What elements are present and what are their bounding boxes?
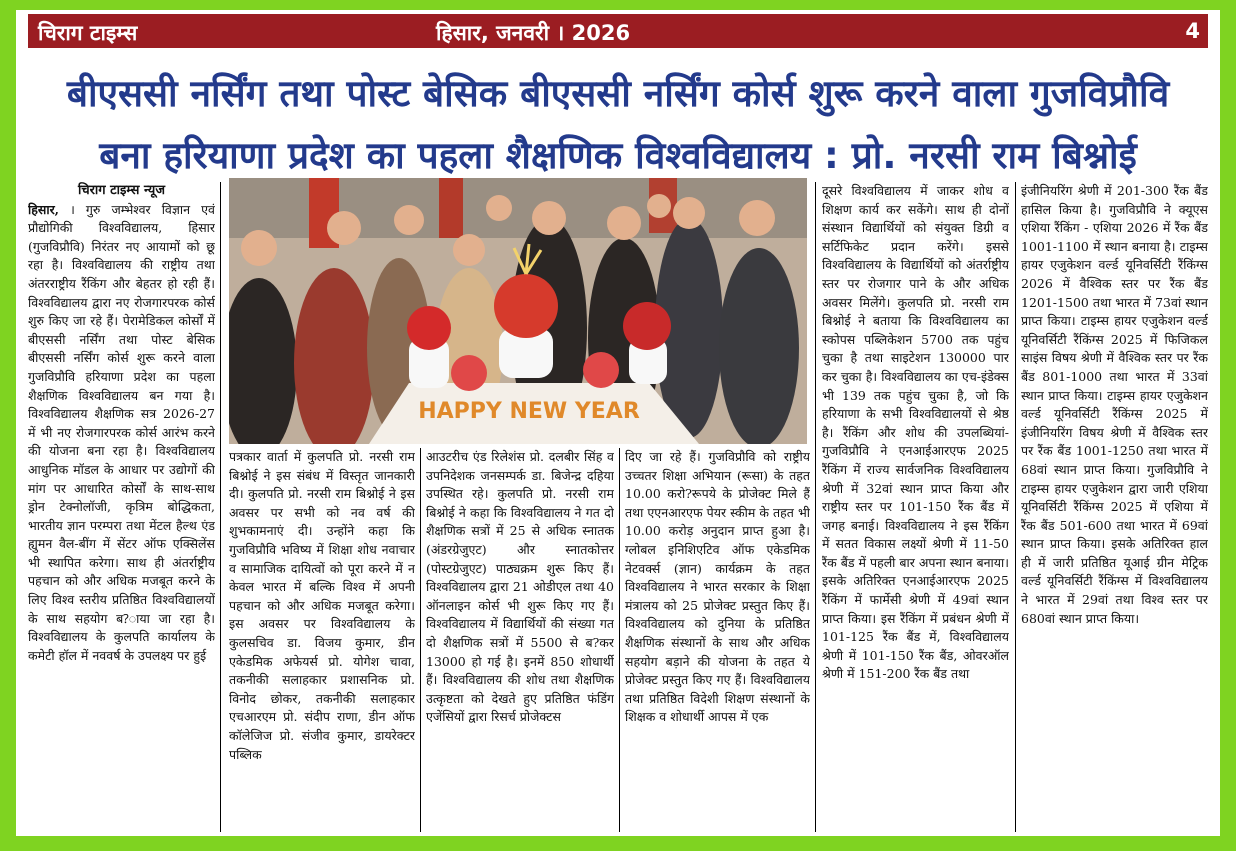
column-divider	[815, 182, 816, 832]
column-divider	[420, 448, 421, 832]
article-column-6	[1021, 182, 1208, 832]
column-4-text: दिए जा रहे हैं। गुजविप्रौवि को राष्ट्रीय उच्चतर शिक्षा अभियान (रूसा) के तहत 10.00 करो?रूपये के प्रोजेक्ट मिले हैं तथा एएनआरएफ पेयर स्कीम के तहत भी 10.00 करोड़ अनुदान प्राप्त हुआ है। ग्लोबल इनिशिएटिव ऑफ एकेडमिक नेटवर्क्स (ज्ञान) कार्यक्रम के तहत विश्वविद्यालय ने भारत सरकार के शिक्षा मंत्रालय को 25 प्रोजेक्ट प्रस्तुत किए हैं। विश्वविद्यालय को दुनिया के प्रतिष्ठित शैक्षणिक संस्थानों के साथ और अधिक सहयोग बड़ाने की योजना के तहत ये प्रोजेक्ट प्रस्तुत किए गए हैं। विश्वविद्यालय तथा प्रतिष्ठित विदेशी शिक्षण संस्थानों के शिक्षक व शोधार्थी आपस में एक	[625, 449, 810, 725]
cake-text: HAPPY NEW YEAR	[418, 399, 640, 424]
news-photo	[229, 178, 807, 444]
column-divider	[619, 448, 620, 832]
article-column-5	[822, 182, 1009, 832]
masthead	[28, 14, 1208, 48]
byline: चिराग टाइम्स न्यूज	[77, 183, 165, 198]
dateline: हिसार,	[28, 201, 60, 217]
article-column-1	[28, 182, 215, 832]
column-divider	[1015, 182, 1016, 832]
newspaper-page	[16, 10, 1220, 836]
headline-line-1: बीएससी नर्सिंग तथा पोस्ट बेसिक बीएससी नर्सिंग कोर्स शुरू करने वाला गुजविप्रौवि	[66, 72, 1170, 115]
column-2-text: पत्रकार वार्ता में कुलपति प्रो. नरसी राम बिश्नोई ने इस संबंध में विस्तृत जानकारी दी। कुलपति प्रो. नरसी राम बिश्नोई ने इस अवसर पर सभी को नव वर्ष की शुभकामनाएं दी। उन्होंने कहा कि गुजविप्रौवि भविष्य में शिक्षा शोध नवाचार व सामाजिक दायित्वों को पूरा करने में न केवल भारत में बल्कि विश्व में अपनी पहचान को और अधिक मजबूत करेगा। इस अवसर पर विश्वविद्यालय के कुलसचिव डा. विजय कुमार, डीन एकेडमिक अफेयर्स प्रो. योगेश चावा, तकनीकी सलाहकार प्रशासनिक प्रो. विनोद छोकर, तकनीकी सलाहकार एचआरएम प्रो. संदीप राणा, डीन ऑफ कॉलेजिज प्रो. संजीव कुमार, डायरेक्टर पब्लिक	[229, 449, 415, 762]
column-5-text: दूसरे विश्वविद्यालय में जाकर शोध व शिक्षण कार्य कर सकेंगे। साथ ही दोनों संस्थान विद्यार्थियों को संयुक्त डिग्री व सर्टिफिकेट प्रदान करेंगे। इससे विश्वविद्यालय के विद्यार्थियों को अंतर्राष्ट्रीय स्तर पर रोजगार पाने के और अधिक अवसर मिलेंगे। कुलपति प्रो. नरसी राम बिश्नोई ने बताया कि विश्वविद्यालय का स्कोपस पब्लिकेशन 5700 तक पहुंच चुका है तथा साइटेशन 130000 पार कर चुका है। विश्वविद्यालय का एच-इंडेक्स भी 139 तक पहुंच चुका है, जो कि हरियाणा के सभी विश्वविद्यालयों से श्रेष्ठ है। रैंकिंग और शोध की उपलब्धियां- गुजविप्रौवि ने एनआईआरएफ 2025 रैंकिंग में राज्य सार्वजनिक विश्वविद्यालय श्रेणी में 32वां स्थान प्राप्त किया और राष्ट्रीय स्तर पर 101-150 रैंक बैंड में जगह बनाई। विश्वविद्यालय ने इस रैंकिंग में सतत विकास लक्ष्यों श्रेणी में 11-50 रैंक बैंड में पहली बार अपना स्थान बनाया। इसके अतिरिक्त एनआईआरएफ 2025 रैंकिंग में फार्मेसी श्रेणी में 49वां स्थान प्राप्त किया। इस रैंकिंग में प्रबंधन श्रेणी में 101-125 रैंक बैंड में, विश्वविद्यालय श्रेणी में 101-150 रैंक बैंड, ओवरऑल श्रेणी में 151-200 रैंक बैंड तथा	[822, 183, 1009, 682]
article-column-4	[625, 448, 810, 832]
column-6-text: इंजीनियरिंग श्रेणी में 201-300 रैंक बैंड हासिल किया है। गुजविप्रौवि ने क्यूएस एशिया रैंकिंग - एशिया 2026 में रैंक बैंड 1001-1100 में स्थान बनाया है। टाइम्स हायर एजुकेशन वर्ल्ड यूनिवर्सिटी रैंकिंग्स 2026 में वैश्विक स्तर पर रैंक बैंड 1201-1500 तथा भारत में 73वां स्थान प्राप्त किया। टाइम्स हायर एजुकेशन वर्ल्ड यूनिवर्सिटी रैंकिंग्स 2025 में फिजिकल साइंस विषय श्रेणी में वैश्विक स्तर पर रैंक बैंड 801-1000 तथा भारत में 33वां स्थान प्राप्त किया। टाइम्स हायर एजुकेशन वर्ल्ड यूनिवर्सिटी रैंकिंग्स 2025 में इंजीनियरिंग विषय श्रेणी में वैश्विक स्तर पर रैंक बैंड 1001-1250 तथा भारत में 68वां स्थान प्राप्त किया। गुजविप्रौवि ने टाइम्स हायर एजुकेशन द्वारा जारी एशिया यूनिवर्सिटी रैंकिंग्स 2025 में एशिया में रैंक बैंड 501-600 तथा भारत में 69वां स्थान प्राप्त किया। इसके अतिरिक्त हाल ही में जारी प्रतिष्ठित यूआई ग्रीन मेट्रिक वर्ल्ड यूनिवर्सिटी रैंकिंग्स में विश्वविद्यालय ने भारत में 29वां तथा विश्व स्तर पर 680वां स्थान प्राप्त किया।	[1021, 183, 1208, 626]
headline-line-2: बना हरियाणा प्रदेश का पहला शैक्षणिक विश्वविद्यालय : प्रो. नरसी राम बिश्नोई	[99, 134, 1137, 177]
article-column-3	[426, 448, 614, 832]
article-column-2	[229, 448, 415, 832]
group-photo-illustration	[229, 178, 807, 444]
column-divider	[220, 182, 221, 832]
column-3-text: आउटरीच एंड रिलेशंस प्रो. दलबीर सिंह व उपनिदेशक जनसम्पर्क डा. बिजेन्द्र दहिया उपस्थित रहे। कुलपति प्रो. नरसी राम बिश्नोई ने कहा कि विश्वविद्यालय ने गत दो शैक्षणिक सत्रों में 25 से अधिक स्नातक (अंडरग्रेजुएट) और स्नातकोत्तर (पोस्टग्रेजुएट) पाठ्यक्रम शुरू किए हैं। विश्वविद्यालय द्वारा 21 ओडीएल तथा 40 ऑनलाइन कोर्स भी शुरू किए गए हैं। विश्वविद्यालय में विद्यार्थियों की संख्या गत दो शैक्षणिक सत्रों में 5500 से ब?कर 13000 हो गई है। इनमें 850 शोधार्थी हैं। विश्वविद्यालय की शोध तथा शैक्षणिक उत्कृष्टता को देखते हुए प्रतिष्ठित फंडिंग एजेंसियों द्वारा रिसर्च प्रोजेक्टस	[426, 449, 614, 725]
paper-name: चिराग टाइम्स	[38, 21, 138, 45]
page-number: 4	[1185, 19, 1200, 43]
column-1-text: । गुरु जम्भेश्वर विज्ञान एवं प्रौद्योगिकी विश्वविद्यालय, हिसार (गुजविप्रौवि) निरंतर नए आयामों को छू रहा है। विश्वविद्यालय की राष्ट्रीय तथा अंतरराष्ट्रीय रैंकिंग और बेहतर हो रही हैं। विश्वविद्यालय द्वारा नए रोजगारपरक कोर्स शुरु किए जा रहे हैं। पेरामेडिकल कोर्सों में बीएससी नर्सिंग तथा पोस्ट बेसिक बीएससी नर्सिंग कोर्स शुरू करने वाला गुजविप्रौवि हरियाणा प्रदेश का पहला शैक्षणिक विश्वविद्यालय बन गया है। विश्वविद्यालय शैक्षणिक सत्र 2026-27 में भी नए रोजगारपरक कोर्स आरंभ करने की योजना बना रहा है। विश्वविद्यालय आधुनिक मॉडल के आधार पर उद्योगों की मांग पर आधारित कोर्सों के साथ-साथ ड्रोन टेक्नोलॉजी, कृत्रिम बोद्धिकता, भारतीय ज्ञान परम्परा तथा मेंटल हैल्थ एंड ह्युमन वैल-बींग में सेंटर ऑफ एक्सिलेंस भी स्थापित करेगा। साथ ही अंतर्राष्ट्रीय पहचान को और अधिक मजबूत करने के लिए विश्व स्तरीय प्रतिष्ठित विश्वविद्यालयों के साथ सहयोग ब?ाया जा रहा है। विश्वविद्यालय के कुलपति कार्यालय के कमेटी हॉल में नववर्ष के उपलक्ष्य पर हुई	[28, 201, 215, 663]
place-date: हिसार, जनवरी । 2026	[436, 21, 631, 45]
